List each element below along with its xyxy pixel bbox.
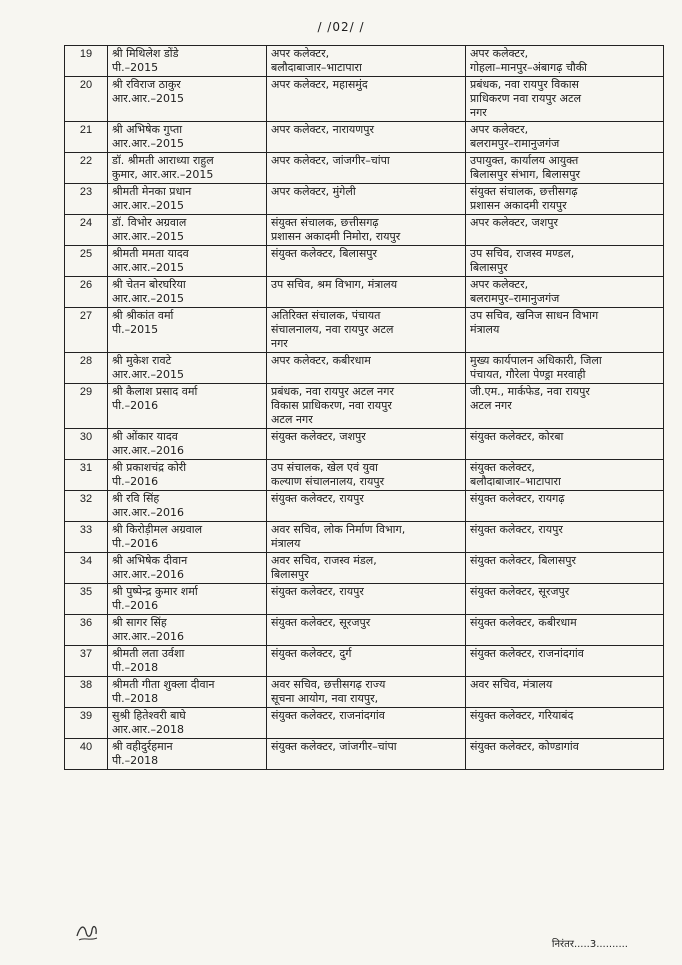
new-posting-cell xyxy=(466,277,664,308)
current-posting-line: संयुक्त कलेक्टर, रायपुर xyxy=(271,492,364,505)
current-posting-cell xyxy=(267,277,466,308)
current-posting-cell xyxy=(267,584,466,615)
new-posting-line: अटल नगर xyxy=(470,399,512,412)
table-row xyxy=(65,708,664,739)
current-posting-line: अपर कलेक्टर, कबीरधाम xyxy=(271,354,371,367)
officer-name: श्री पुष्पेन्द्र कुमार शर्मा xyxy=(112,585,198,598)
page-number: / /02/ / xyxy=(317,20,365,34)
new-posting-line: बिलासपुर xyxy=(470,261,508,274)
officer-batch: पी.–2016 xyxy=(112,399,159,412)
current-posting-line: अपर कलेक्टर, महासमुंद xyxy=(271,78,368,91)
table-row xyxy=(65,491,664,522)
officer-batch: पी.–2015 xyxy=(112,61,159,74)
current-posting-line: अतिरिक्त संचालक, पंचायत xyxy=(271,309,381,322)
new-posting-cell xyxy=(466,739,664,770)
officer-cell xyxy=(108,615,267,646)
new-posting-line: उप सचिव, खनिज साधन विभाग xyxy=(470,309,599,322)
officer-batch: आर.आर.–2016 xyxy=(112,630,184,643)
current-posting-line: नगर xyxy=(271,337,288,350)
current-posting-cell xyxy=(267,153,466,184)
current-posting-cell xyxy=(267,708,466,739)
officer-name: श्री वहीदुर्रहमान xyxy=(112,740,173,753)
table-row xyxy=(65,522,664,553)
current-posting-line: संयुक्त संचालक, छत्तीसगढ़ xyxy=(271,216,379,229)
serial-number: 24 xyxy=(65,215,108,246)
officer-name: श्री श्रीकांत वर्मा xyxy=(112,309,174,322)
current-posting-cell xyxy=(267,308,466,353)
new-posting-line: उपायुक्त, कार्यालय आयुक्त xyxy=(470,154,579,167)
new-posting-line: संयुक्त कलेक्टर, रायपुर xyxy=(470,523,563,536)
officer-batch: आर.आर.–2018 xyxy=(112,723,184,736)
new-posting-cell xyxy=(466,384,664,429)
current-posting-cell xyxy=(267,184,466,215)
new-posting-line: संयुक्त कलेक्टर, कबीरधाम xyxy=(470,616,577,629)
officer-batch: पी.–2018 xyxy=(112,754,159,767)
new-posting-line: नगर xyxy=(470,106,487,119)
table-row xyxy=(65,215,664,246)
officer-cell xyxy=(108,384,267,429)
new-posting-line: जी.एम., मार्कफेड, नवा रायपुर xyxy=(470,385,590,398)
current-posting-line: संयुक्त कलेक्टर, जांजगीर–चांपा xyxy=(271,740,397,753)
new-posting-line: अपर कलेक्टर, जशपुर xyxy=(470,216,558,229)
current-posting-cell xyxy=(267,677,466,708)
current-posting-line: उप संचालक, खेल एवं युवा xyxy=(271,461,378,474)
new-posting-cell xyxy=(466,215,664,246)
new-posting-line: बलौदाबाजार–भाटापारा xyxy=(470,475,561,488)
table-row xyxy=(65,46,664,77)
table-row xyxy=(65,246,664,277)
current-posting-cell xyxy=(267,460,466,491)
new-posting-line: संयुक्त कलेक्टर, कोरबा xyxy=(470,430,564,443)
current-posting-line: संयुक्त कलेक्टर, रायपुर xyxy=(271,585,364,598)
officer-cell xyxy=(108,353,267,384)
officer-batch: पी.–2015 xyxy=(112,323,159,336)
current-posting-cell xyxy=(267,739,466,770)
officer-batch: आर.आर.–2015 xyxy=(112,230,184,243)
table-row xyxy=(65,584,664,615)
table-row xyxy=(65,184,664,215)
new-posting-line: संयुक्त कलेक्टर, कोण्डागांव xyxy=(470,740,579,753)
current-posting-line: बिलासपुर xyxy=(271,568,309,581)
current-posting-line: प्रशासन अकादमी निमोरा, रायपुर xyxy=(271,230,401,243)
new-posting-line: अपर कलेक्टर, xyxy=(470,123,529,136)
current-posting-line: संचालनालय, नवा रायपुर अटल xyxy=(271,323,394,336)
officer-cell xyxy=(108,491,267,522)
current-posting-line: संयुक्त कलेक्टर, सूरजपुर xyxy=(271,616,371,629)
new-posting-line: मंत्रालय xyxy=(470,323,500,336)
officer-batch: पी.–2016 xyxy=(112,599,159,612)
serial-number: 37 xyxy=(65,646,108,677)
officer-name: श्री अभिषेक गुप्ता xyxy=(112,123,183,136)
officer-batch: पी.–2016 xyxy=(112,537,159,550)
officer-cell xyxy=(108,646,267,677)
officer-name: श्रीमती मेनका प्रधान xyxy=(112,185,192,198)
serial-number: 35 xyxy=(65,584,108,615)
new-posting-cell xyxy=(466,246,664,277)
officer-batch: आर.आर.–2015 xyxy=(112,261,184,274)
officer-batch: कुमार, आर.आर.–2015 xyxy=(112,168,214,181)
table-row xyxy=(65,277,664,308)
serial-number: 22 xyxy=(65,153,108,184)
officer-cell xyxy=(108,460,267,491)
serial-number: 32 xyxy=(65,491,108,522)
new-posting-line: संयुक्त कलेक्टर, xyxy=(470,461,535,474)
current-posting-cell xyxy=(267,615,466,646)
current-posting-line: उप सचिव, श्रम विभाग, मंत्रालय xyxy=(271,278,398,291)
current-posting-cell xyxy=(267,491,466,522)
new-posting-cell xyxy=(466,460,664,491)
officer-name: डॉ. श्रीमती आराध्या राहुल xyxy=(112,154,214,167)
current-posting-cell xyxy=(267,122,466,153)
new-posting-cell xyxy=(466,153,664,184)
table-row xyxy=(65,739,664,770)
new-posting-line: बलरामपुर–रामानुजगंज xyxy=(470,292,560,305)
new-posting-line: संयुक्त संचालक, छत्तीसगढ़ xyxy=(470,185,578,198)
continued-note: निरंतर.....3.......... xyxy=(551,939,628,950)
new-posting-cell xyxy=(466,615,664,646)
serial-number: 30 xyxy=(65,429,108,460)
serial-number: 31 xyxy=(65,460,108,491)
current-posting-line: बलौदाबाजार–भाटापारा xyxy=(271,61,362,74)
officer-cell xyxy=(108,122,267,153)
serial-number: 25 xyxy=(65,246,108,277)
serial-number: 36 xyxy=(65,615,108,646)
officer-batch: आर.आर.–2015 xyxy=(112,199,184,212)
officer-batch: आर.आर.–2015 xyxy=(112,368,184,381)
officer-cell xyxy=(108,553,267,584)
new-posting-cell xyxy=(466,429,664,460)
new-posting-cell xyxy=(466,677,664,708)
current-posting-cell xyxy=(267,646,466,677)
officer-cell xyxy=(108,77,267,122)
new-posting-line: अपर कलेक्टर, xyxy=(470,47,529,60)
officer-cell xyxy=(108,522,267,553)
officer-cell xyxy=(108,708,267,739)
serial-number: 20 xyxy=(65,77,108,122)
officer-name: श्रीमती ममता यादव xyxy=(112,247,189,260)
new-posting-line: संयुक्त कलेक्टर, बिलासपुर xyxy=(470,554,577,567)
officer-name: सुश्री हितेश्वरी बाघे xyxy=(112,709,186,722)
officer-batch: आर.आर.–2015 xyxy=(112,137,184,150)
new-posting-cell xyxy=(466,46,664,77)
serial-number: 28 xyxy=(65,353,108,384)
serial-number: 23 xyxy=(65,184,108,215)
new-posting-line: बलरामपुर–रामानुजगंज xyxy=(470,137,560,150)
new-posting-line: पंचायत, गौरेला पेण्ड्रा मरवाही xyxy=(470,368,586,381)
current-posting-line: अवर सचिव, छत्तीसगढ़ राज्य xyxy=(271,678,386,691)
officer-name: श्री ओंकार यादव xyxy=(112,430,178,443)
officer-name: श्रीमती लता उर्वशा xyxy=(112,647,185,660)
new-posting-cell xyxy=(466,708,664,739)
current-posting-line: संयुक्त कलेक्टर, दुर्ग xyxy=(271,647,352,660)
serial-number: 21 xyxy=(65,122,108,153)
new-posting-cell xyxy=(466,122,664,153)
new-posting-cell xyxy=(466,522,664,553)
serial-number: 26 xyxy=(65,277,108,308)
serial-number: 29 xyxy=(65,384,108,429)
new-posting-line: प्रबंधक, नवा रायपुर विकास xyxy=(470,78,579,91)
officer-batch: पी.–2018 xyxy=(112,692,159,705)
new-posting-line: अपर कलेक्टर, xyxy=(470,278,529,291)
transfer-table xyxy=(64,45,664,770)
officer-name: श्रीमती गीता शुक्ला दीवान xyxy=(112,678,215,691)
table-row xyxy=(65,460,664,491)
current-posting-line: संयुक्त कलेक्टर, बिलासपुर xyxy=(271,247,378,260)
officer-cell xyxy=(108,184,267,215)
current-posting-line: अपर कलेक्टर, नारायणपुर xyxy=(271,123,374,136)
new-posting-cell xyxy=(466,353,664,384)
new-posting-line: संयुक्त कलेक्टर, सूरजपुर xyxy=(470,585,570,598)
officer-name: श्री रवि सिंह xyxy=(112,492,160,505)
current-posting-line: अपर कलेक्टर, मुंगेली xyxy=(271,185,356,198)
officer-cell xyxy=(108,584,267,615)
current-posting-line: संयुक्त कलेक्टर, राजनांदगांव xyxy=(271,709,385,722)
new-posting-cell xyxy=(466,184,664,215)
officer-name: श्री कैलाश प्रसाद वर्मा xyxy=(112,385,198,398)
officer-batch: आर.आर.–2016 xyxy=(112,568,184,581)
current-posting-line: कल्याण संचालनालय, रायपुर xyxy=(271,475,385,488)
current-posting-cell xyxy=(267,246,466,277)
new-posting-line: प्रशासन अकादमी रायपुर xyxy=(470,199,567,212)
officer-batch: आर.आर.–2016 xyxy=(112,506,184,519)
table-row xyxy=(65,429,664,460)
table-row xyxy=(65,646,664,677)
officer-batch: पी.–2016 xyxy=(112,475,159,488)
new-posting-line: संयुक्त कलेक्टर, राजनांदगांव xyxy=(470,647,584,660)
new-posting-line: मुख्य कार्यपालन अधिकारी, जिला xyxy=(470,354,602,367)
serial-number: 34 xyxy=(65,553,108,584)
new-posting-cell xyxy=(466,584,664,615)
serial-number: 33 xyxy=(65,522,108,553)
officer-cell xyxy=(108,277,267,308)
current-posting-cell xyxy=(267,522,466,553)
new-posting-cell xyxy=(466,308,664,353)
officer-cell xyxy=(108,46,267,77)
officer-name: डॉ. विभोर अग्रवाल xyxy=(112,216,187,229)
new-posting-line: प्राधिकरण नवा रायपुर अटल xyxy=(470,92,582,105)
new-posting-line: संयुक्त कलेक्टर, रायगढ़ xyxy=(470,492,565,505)
current-posting-line: अपर कलेक्टर, जांजगीर–चांपा xyxy=(271,154,390,167)
new-posting-line: बिलासपुर संभाग, बिलासपुर xyxy=(470,168,580,181)
current-posting-line: अवर सचिव, राजस्व मंडल, xyxy=(271,554,377,567)
current-posting-line: अटल नगर xyxy=(271,413,313,426)
current-posting-line: सूचना आयोग, नवा रायपुर, xyxy=(271,692,379,705)
new-posting-line: उप सचिव, राजस्व मण्डल, xyxy=(470,247,575,260)
officer-name: श्री प्रकाशचंद्र कोरी xyxy=(112,461,187,474)
officer-batch: आर.आर.–2016 xyxy=(112,444,184,457)
officer-name: श्री रविराज ठाकुर xyxy=(112,78,181,91)
current-posting-line: विकास प्राधिकरण, नवा रायपुर xyxy=(271,399,392,412)
table-row xyxy=(65,553,664,584)
current-posting-line: अवर सचिव, लोक निर्माण विभाग, xyxy=(271,523,406,536)
current-posting-line: संयुक्त कलेक्टर, जशपुर xyxy=(271,430,366,443)
officer-name: श्री किरोड़ीमल अग्रवाल xyxy=(112,523,203,536)
new-posting-line: गोहला–मानपुर–अंबागढ़ चौकी xyxy=(470,61,588,74)
current-posting-cell xyxy=(267,553,466,584)
officer-cell xyxy=(108,429,267,460)
new-posting-cell xyxy=(466,646,664,677)
table-row xyxy=(65,122,664,153)
current-posting-cell xyxy=(267,77,466,122)
officer-name: श्री चेतन बोरघरिया xyxy=(112,278,186,291)
officer-cell xyxy=(108,677,267,708)
table-row xyxy=(65,384,664,429)
current-posting-cell xyxy=(267,384,466,429)
signature-mark xyxy=(74,918,100,944)
transfer-table-body xyxy=(65,46,664,770)
serial-number: 19 xyxy=(65,46,108,77)
table-row xyxy=(65,615,664,646)
table-row xyxy=(65,677,664,708)
officer-name: श्री मुकेश रावटे xyxy=(112,354,172,367)
officer-name: श्री अभिषेक दीवान xyxy=(112,554,188,567)
current-posting-line: मंत्रालय xyxy=(271,537,301,550)
serial-number: 38 xyxy=(65,677,108,708)
table-row xyxy=(65,77,664,122)
officer-cell xyxy=(108,246,267,277)
officer-batch: आर.आर.–2015 xyxy=(112,92,184,105)
new-posting-line: अवर सचिव, मंत्रालय xyxy=(470,678,553,691)
officer-batch: पी.–2018 xyxy=(112,661,159,674)
current-posting-cell xyxy=(267,215,466,246)
table-row xyxy=(65,353,664,384)
table-row xyxy=(65,153,664,184)
serial-number: 40 xyxy=(65,739,108,770)
current-posting-line: अपर कलेक्टर, xyxy=(271,47,330,60)
serial-number: 27 xyxy=(65,308,108,353)
officer-name: श्री मिथिलेश डोंडे xyxy=(112,47,179,60)
current-posting-cell xyxy=(267,353,466,384)
new-posting-cell xyxy=(466,491,664,522)
table-row xyxy=(65,308,664,353)
officer-cell xyxy=(108,308,267,353)
officer-cell xyxy=(108,739,267,770)
officer-name: श्री सागर सिंह xyxy=(112,616,167,629)
officer-cell xyxy=(108,153,267,184)
current-posting-line: प्रबंधक, नवा रायपुर अटल नगर xyxy=(271,385,394,398)
new-posting-cell xyxy=(466,553,664,584)
current-posting-cell xyxy=(267,46,466,77)
officer-batch: आर.आर.–2015 xyxy=(112,292,184,305)
officer-cell xyxy=(108,215,267,246)
serial-number: 39 xyxy=(65,708,108,739)
new-posting-cell xyxy=(466,77,664,122)
current-posting-cell xyxy=(267,429,466,460)
new-posting-line: संयुक्त कलेक्टर, गरियाबंद xyxy=(470,709,574,722)
